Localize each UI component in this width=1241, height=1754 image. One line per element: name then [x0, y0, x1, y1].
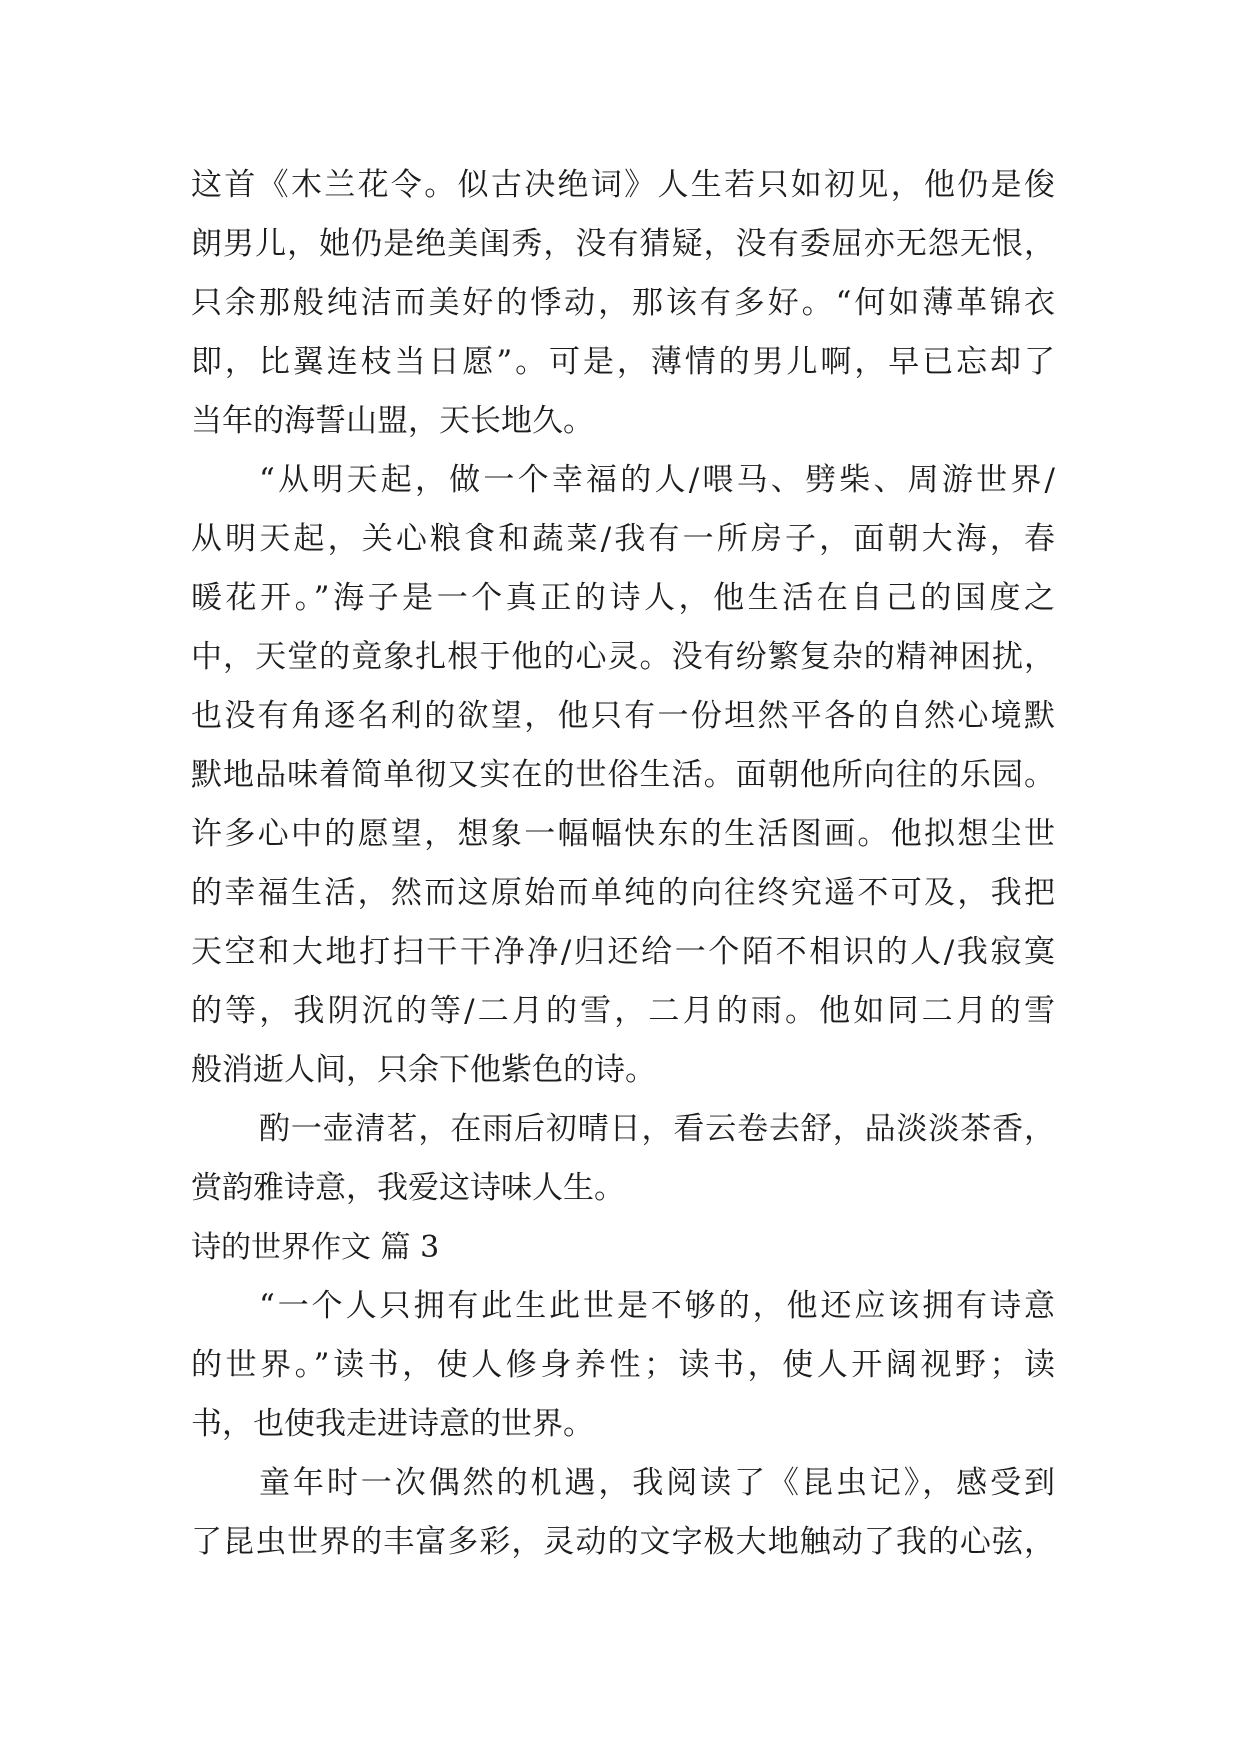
text-line: 天空和大地打扫干干净净/归还给一个陌不相识的人/我寂寞 — [191, 934, 1055, 970]
document-body — [191, 156, 1055, 1572]
text-line: 赏韵雅诗意，我爱这诗味人生。 — [191, 1170, 625, 1206]
text-line: 书，也使我走进诗意的世界。 — [191, 1406, 594, 1442]
paragraph — [191, 451, 1055, 1100]
text-line: 暖花开。”海子是一个真正的诗人，他生活在自己的国度之 — [191, 580, 1055, 616]
text-line: 般消逝人间，只余下他紫色的诗。 — [191, 1052, 656, 1088]
text-line: 酌一壶清茗，在雨后初晴日，看云卷去舒，品淡淡茶香， — [259, 1111, 1055, 1147]
text-line: 许多心中的愿望，想象一幅幅快东的生活图画。他拟想尘世 — [191, 816, 1055, 852]
text-line: “从明天起，做一个幸福的人/喂马、劈柴、周游世界/ — [259, 462, 1055, 498]
text-line: 中，天堂的竟象扎根于他的心灵。没有纷繁复杂的精神困扰， — [191, 639, 1055, 675]
text-line: 的世界。”读书，使人修身养性；读书，使人开阔视野；读 — [191, 1347, 1055, 1383]
text-line: 默地品味着简单彻又实在的世俗生活。面朝他所向往的乐园。 — [191, 757, 1055, 793]
text-line: 当年的海誓山盟，天长地久。 — [191, 403, 594, 439]
text-line: 的等，我阴沉的等/二月的雪，二月的雨。他如同二月的雪 — [191, 993, 1055, 1029]
text-line: 童年时一次偶然的机遇，我阅读了《昆虫记》，感受到 — [259, 1465, 1055, 1501]
paragraph — [191, 156, 1055, 451]
paragraph — [191, 1100, 1055, 1218]
section-heading: 诗的世界作文 篇 3 — [191, 1230, 440, 1265]
text-line: 的幸福生活，然而这原始而单纯的向往终究遥不可及，我把 — [191, 875, 1055, 911]
text-line: 也没有角逐名利的欲望，他只有一份坦然平各的自然心境默 — [191, 698, 1055, 734]
paragraph — [191, 1277, 1055, 1454]
text-line: 从明天起，关心粮食和蔬菜/我有一所房子，面朝大海，春 — [191, 521, 1055, 557]
text-line: 了昆虫世界的丰富多彩，灵动的文字极大地触动了我的心弦， — [191, 1524, 1055, 1560]
text-line: 即，比翼连枝当日愿”。可是，薄情的男儿啊，早已忘却了 — [191, 344, 1055, 380]
text-line: “一个人只拥有此生此世是不够的，他还应该拥有诗意 — [259, 1288, 1055, 1324]
paragraph — [191, 1454, 1055, 1572]
text-line: 这首《木兰花令。似古决绝词》人生若只如初见，他仍是俊 — [191, 167, 1055, 203]
text-line: 只余那般纯洁而美好的悸动，那该有多好。“何如薄革锦衣 — [191, 285, 1055, 321]
text-line: 朗男儿，她仍是绝美闺秀，没有猜疑，没有委屈亦无怨无恨， — [191, 226, 1055, 262]
